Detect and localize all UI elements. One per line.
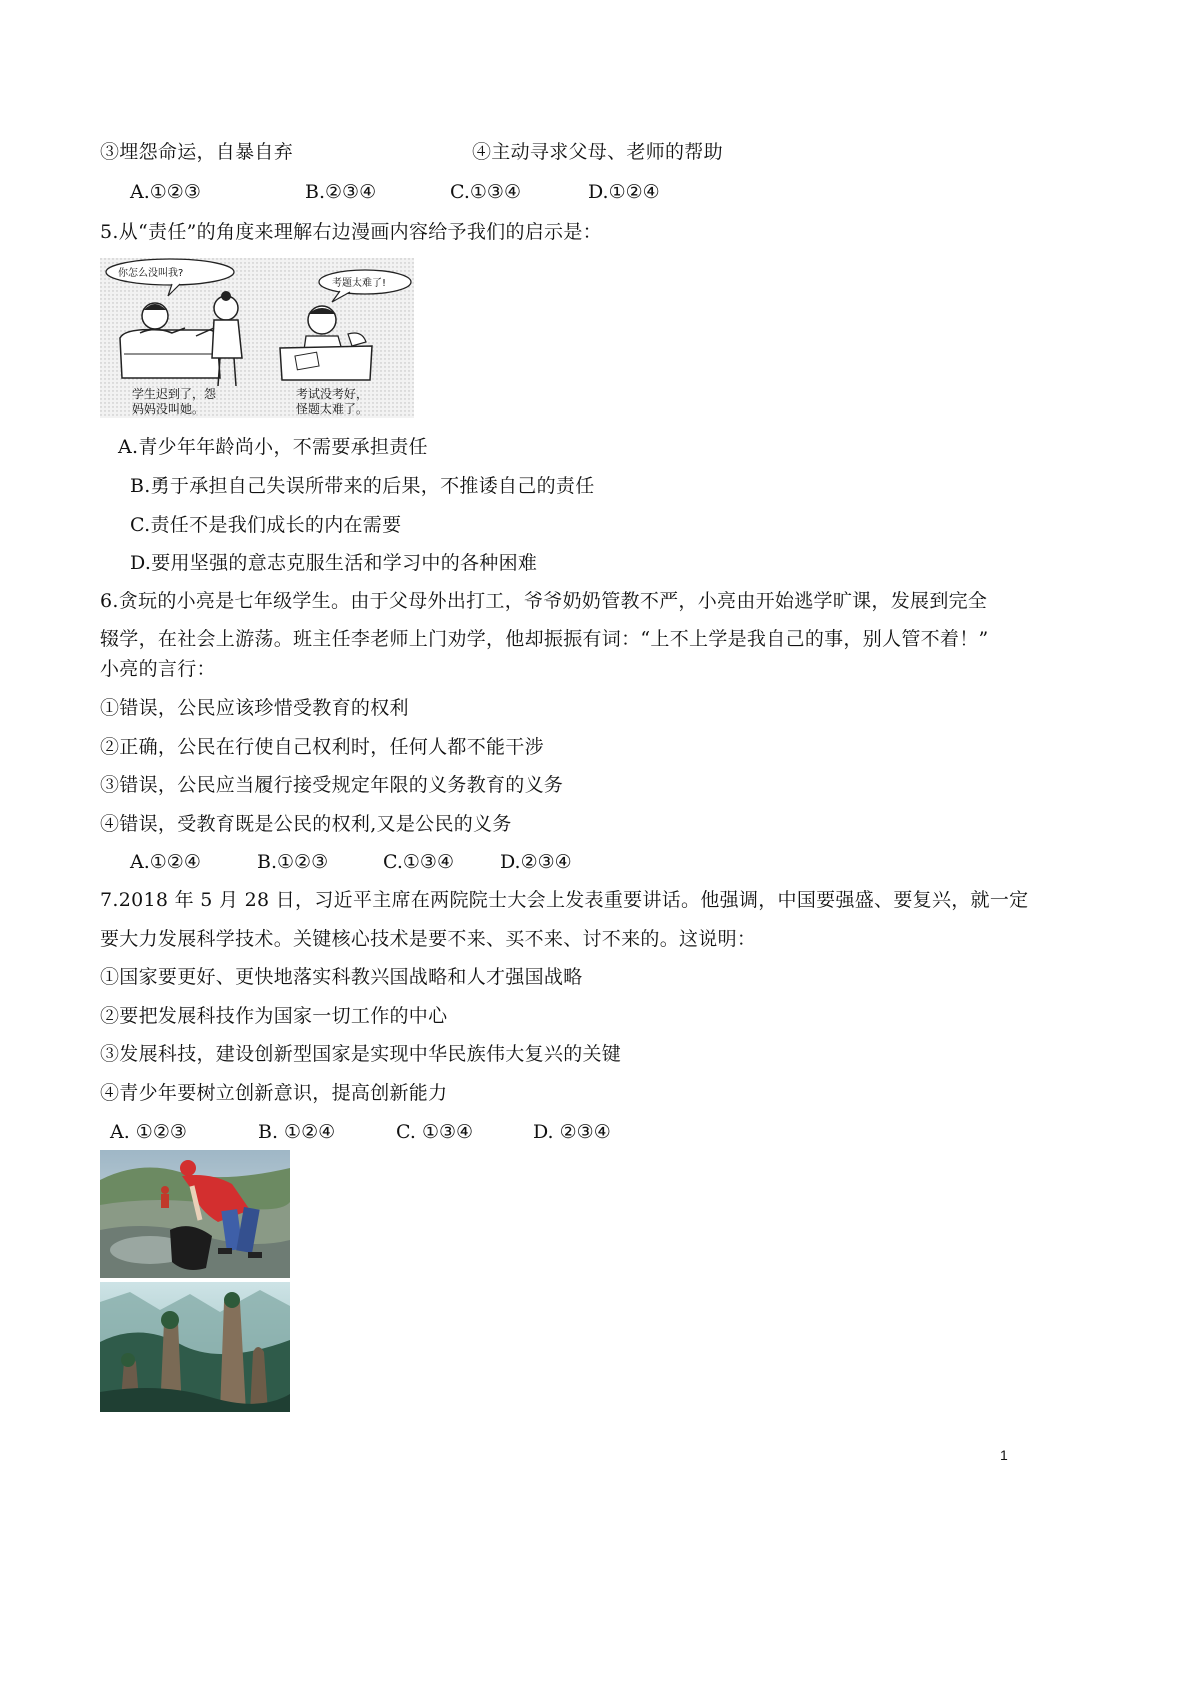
cartoon-caption-right-2: 怪题太难了。: [296, 402, 369, 416]
q7-option-a: A. ①②③: [110, 1121, 187, 1143]
cartoon-caption-left-1: 学生迟到了，怨: [132, 387, 217, 401]
q6-stem-line-3: 小亮的言行：: [100, 658, 216, 680]
q6-item-1: ①错误，公民应该珍惜受教育的权利: [100, 697, 409, 719]
q4-item-3: ③埋怨命运，自暴自弃: [100, 141, 294, 163]
q6-option-a: A.①②④: [130, 851, 201, 873]
q5-option-b: B.勇于承担自己失误所带来的后果，不推诿自己的责任: [130, 475, 595, 497]
page-number: 1: [1000, 1447, 1008, 1463]
stone-pillar-landscape-photo: [100, 1282, 290, 1412]
q5-option-a: A.青少年年龄尚小，不需要承担责任: [118, 436, 428, 458]
q7-option-c: C. ①③④: [396, 1121, 474, 1143]
q4-item-4: ④主动寻求父母、老师的帮助: [472, 141, 723, 163]
q5-option-c: C.责任不是我们成长的内在需要: [130, 514, 402, 536]
q6-stem-line-2: 辍学，在社会上游荡。班主任李老师上门劝学，他却振振有词：“上不上学是我自己的事，别人管不着！”: [100, 628, 989, 650]
q4-option-c: C.①③④: [450, 181, 521, 203]
q7-item-2: ②要把发展科技作为国家一切工作的中心: [100, 1005, 448, 1027]
q4-option-d: D.①②④: [588, 181, 660, 203]
responsibility-cartoon: [100, 258, 414, 418]
q5-option-d: D.要用坚强的意志克服生活和学习中的各种困难: [130, 552, 538, 574]
cartoon-bubble-right: 考题太难了!: [332, 278, 387, 289]
q7-stem-line-2: 要大力发展科学技术。关键核心技术是要不来、买不来、讨不来的。这说明：: [100, 928, 757, 950]
q7-item-3: ③发展科技，建设创新型国家是实现中华民族伟大复兴的关键: [100, 1043, 622, 1065]
q6-option-b: B.①②③: [257, 851, 329, 873]
volunteer-cleanup-photo: [100, 1150, 290, 1278]
q7-option-d: D. ②③④: [533, 1121, 611, 1143]
q6-option-d: D.②③④: [500, 851, 572, 873]
cartoon-drawing: [100, 258, 414, 418]
q6-item-4: ④错误，受教育既是公民的权利,又是公民的义务: [100, 813, 512, 835]
q6-item-3: ③错误，公民应当履行接受规定年限的义务教育的义务: [100, 774, 564, 796]
q6-item-2: ②正确，公民在行使自己权利时，任何人都不能干涉: [100, 736, 544, 758]
q4-option-b: B.②③④: [305, 181, 377, 203]
cartoon-caption-left-2: 妈妈没叫她。: [132, 402, 205, 416]
q4-option-a: A.①②③: [130, 181, 201, 203]
q5-stem: 5.从“责任”的角度来理解右边漫画内容给予我们的启示是：: [100, 221, 602, 243]
q6-stem-line-1: 6.贪玩的小亮是七年级学生。由于父母外出打工，爷爷奶奶管教不严，小亮由开始逃学旷课，发展到完全: [100, 590, 988, 612]
cartoon-caption-right-1: 考试没考好，: [296, 387, 369, 401]
cartoon-bubble-left: 你怎么没叫我?: [118, 268, 184, 279]
q7-item-4: ④青少年要树立创新意识，提高创新能力: [100, 1082, 448, 1104]
q7-stem-line-1: 7.2018 年 5 月 28 日，习近平主席在两院院士大会上发表重要讲话。他强调，中国要强盛、要复兴，就一定: [100, 889, 1029, 911]
q7-item-1: ①国家要更好、更快地落实科教兴国战略和人才强国战略: [100, 966, 583, 988]
q6-option-c: C.①③④: [383, 851, 454, 873]
q7-option-b: B. ①②④: [258, 1121, 336, 1143]
